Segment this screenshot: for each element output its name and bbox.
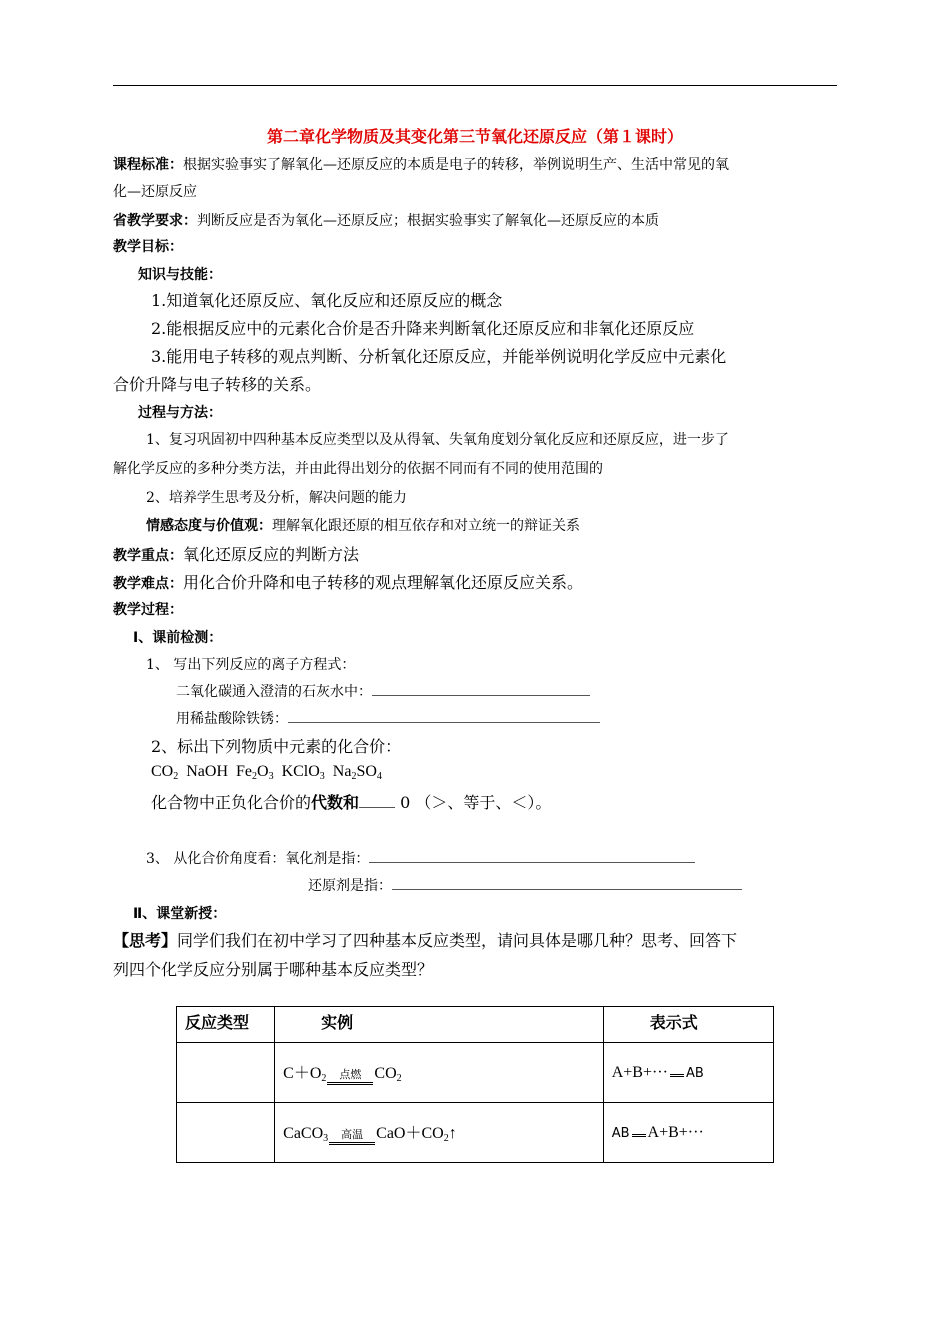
answer-blank-2[interactable] — [359, 793, 395, 808]
question-2-note: 化合物中正负化合价的代数和 0 （＞、等于、＜）。 — [151, 793, 552, 812]
province-req-text: 判断反应是否为氧化—还原反应；根据实验事实了解氧化—还原反应的本质 — [197, 213, 659, 229]
formula-list — [151, 763, 382, 781]
difficulty-label: 教学难点： — [113, 576, 183, 592]
knowledge-item-1: 1.知道氧化还原反应、氧化反应和还原反应的概念 — [151, 291, 503, 310]
question-1a-text: 二氧化碳通入澄清的石灰水中： — [176, 684, 372, 700]
think-text: 同学们我们在初中学习了四种基本反应类型，请问具体是哪几种？思考、回答下 — [177, 931, 738, 950]
course-standard-label: 课程标准： — [113, 157, 183, 173]
page-title: 第二章化学物质及其变化第三节氧化还原反应（第１课时） — [266, 127, 683, 146]
province-requirement — [113, 210, 659, 230]
answer-blank-3a[interactable] — [369, 848, 695, 863]
row2-expression: AB A+B+··· — [603, 1103, 773, 1163]
header-expression: 表示式 — [603, 1007, 773, 1043]
formula-fe2o3: $Fe_2O_3$ — [236, 763, 274, 782]
table-row — [177, 1103, 774, 1163]
formula-co2: $CO_2$ — [151, 763, 179, 782]
row1-example: $C+O_2$ 点燃 $CO_2$ — [275, 1043, 604, 1103]
algebraic-sum-label: 代数和 — [311, 793, 360, 812]
question-1b-text: 用稀盐酸除铁锈： — [176, 711, 288, 727]
formula-naoh: NaOH — [186, 763, 228, 780]
knowledge-item-3-line1: 3.能用电子转移的观点判断、分析氧化还原反应，并能举例说明化学反应中元素化 — [151, 347, 727, 366]
condition-ignite: 点燃 — [327, 1069, 373, 1085]
difficulty-text: 用化合价升降和电子转移的观点理解氧化还原反应关系。 — [183, 573, 584, 592]
header-reaction-type: 反应类型 — [177, 1007, 275, 1043]
equals-sign — [670, 1066, 684, 1077]
condition-high-temp: 高温 — [329, 1129, 375, 1145]
row1-type[interactable] — [177, 1043, 275, 1103]
think-label: 【思考】 — [113, 931, 178, 950]
question-1a — [176, 681, 590, 701]
answer-blank-1b[interactable] — [288, 708, 600, 723]
knowledge-item-2: 2.能根据反应中的元素化合价是否升降来判断氧化还原反应和非氧化还原反应 — [151, 319, 695, 338]
table-row — [177, 1043, 774, 1103]
header-example: 实例 — [275, 1007, 604, 1043]
formula-kclo3: KClO$_3$ — [281, 763, 325, 782]
knowledge-label: 知识与技能： — [138, 267, 222, 283]
think-line2: 列四个化学反应分别属于哪种基本反应类型？ — [113, 960, 434, 979]
process-item-1-line1: 1、复习巩固初中四种基本反应类型以及从得氧、失氧角度划分氧化反应和还原反应，进一步了 — [146, 432, 729, 448]
section-new-lesson: Ⅱ、课堂新授： — [133, 906, 227, 922]
question-3b — [308, 875, 742, 895]
key-point-text: 氧化还原反应的判断方法 — [183, 545, 360, 564]
row2-type[interactable] — [177, 1103, 275, 1163]
think-line1 — [113, 928, 737, 951]
question-3 — [146, 848, 695, 868]
key-point-line — [113, 542, 359, 565]
emotion-line — [146, 515, 580, 535]
course-standard-line1 — [113, 154, 729, 174]
formula-na2so4: $Na_2SO_4$ — [332, 763, 382, 782]
province-req-label: 省教学要求： — [113, 213, 197, 229]
row2-example: CaCO$_3$ 高温 $CaO+CO_2↑$ — [275, 1103, 604, 1163]
teaching-process-label: 教学过程： — [113, 602, 183, 618]
row1-expression: A+B+··· AB — [603, 1043, 773, 1103]
question-3b-text: 还原剂是指： — [308, 878, 392, 894]
goals-label: 教学目标： — [113, 239, 183, 255]
key-point-label: 教学重点： — [113, 548, 183, 564]
process-item-2: 2、培养学生思考及分析，解决问题的能力 — [146, 490, 407, 506]
question-2: 2、标出下列物质中元素的化合价： — [151, 737, 402, 756]
zero-value: 0 — [400, 793, 411, 812]
header-rule — [113, 85, 837, 86]
gas-arrow-icon: ↑ — [448, 1125, 457, 1142]
table-header-row — [177, 1007, 774, 1043]
process-method-label: 过程与方法： — [138, 405, 222, 421]
question-1b — [176, 708, 600, 728]
process-item-1-line2: 解化学反应的多种分类方法，并由此得出划分的依据不同而有不同的使用范围的 — [113, 461, 603, 477]
section-pre-check: Ⅰ、课前检测： — [133, 630, 223, 646]
knowledge-item-3-line2: 合价升降与电子转移的关系。 — [113, 375, 322, 394]
answer-blank-1a[interactable] — [372, 681, 590, 696]
difficulty-line — [113, 570, 583, 593]
emotion-label: 情感态度与价值观： — [146, 518, 272, 534]
answer-blank-3b[interactable] — [392, 875, 742, 890]
question-1: 1、 写出下列反应的离子方程式： — [146, 657, 356, 673]
course-standard-line2: 化—还原反应 — [113, 184, 197, 200]
question-3-text: 3、 从化合价角度看：氧化剂是指： — [146, 851, 370, 867]
course-standard-text: 根据实验事实了解氧化—还原反应的本质是电子的转移，举例说明生产、生活中常见的氧 — [183, 157, 729, 173]
reaction-type-table — [176, 1006, 774, 1163]
emotion-text: 理解氧化跟还原的相互依存和对立统一的辩证关系 — [272, 518, 580, 534]
equals-sign — [632, 1126, 646, 1137]
